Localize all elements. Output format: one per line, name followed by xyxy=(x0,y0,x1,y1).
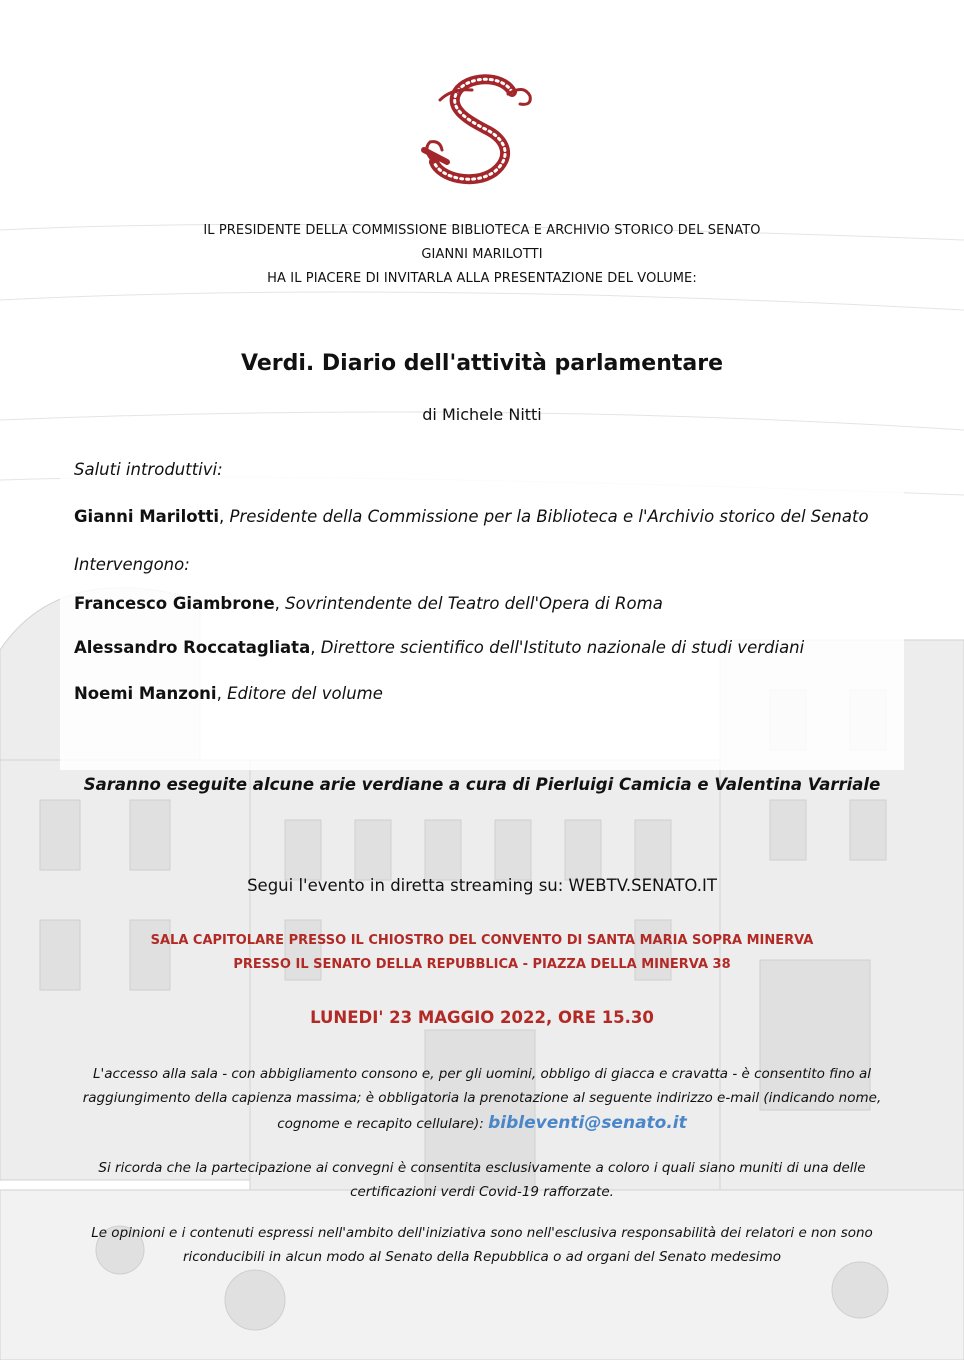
access-line-3-text: cognome e recapito cellulare): xyxy=(277,1116,484,1132)
header-line-president: IL PRESIDENTE DELLA COMMISSIONE BIBLIOTECA E ARCHIVIO STORICO DEL SENATO xyxy=(203,223,761,238)
speaker-name: Francesco Giambrone xyxy=(74,594,275,613)
book-author: di Michele Nitti xyxy=(422,405,542,424)
music-note: Saranno eseguite alcune arie verdiane a cura di Pierluigi Camicia e Valentina Varriale xyxy=(83,775,881,794)
disclaimer-line-1: Le opinioni e i contenuti espressi nell'ambito dell'iniziativa sono nell'esclusiva responsabilità dei relatori e non sono xyxy=(91,1225,873,1241)
header-line-name: GIANNI MARILOTTI xyxy=(421,247,543,262)
speaker-role: Sovrintendente del Teatro dell'Opera di Roma xyxy=(285,594,663,613)
covid-line-2: certificazioni verdi Covid-19 rafforzate. xyxy=(350,1184,614,1200)
access-line-2: raggiungimento della capienza massima; è obbligatoria la prenotazione al seguente indirizzo e-mail (indicando nome, xyxy=(82,1090,882,1106)
speaker-role: Editore del volume xyxy=(227,684,383,703)
streaming-info: Segui l'evento in diretta streaming su: WEBTV.SENATO.IT xyxy=(247,876,717,895)
speakers-label: Intervengono: xyxy=(74,555,190,574)
speaker-role: Direttore scientifico dell'Istituto nazionale di studi verdiani xyxy=(320,638,805,657)
speaker-item: Francesco Giambrone, Sovrintendente del Teatro dell'Opera di Roma xyxy=(74,594,663,613)
speaker-name: Gianni Marilotti xyxy=(74,507,219,526)
venue-line-2: PRESSO IL SENATO DELLA REPUBBLICA - PIAZZA DELLA MINERVA 38 xyxy=(233,957,731,972)
venue-line-1: SALA CAPITOLARE PRESSO IL CHIOSTRO DEL CONVENTO DI SANTA MARIA SOPRA MINERVA xyxy=(150,933,814,948)
speaker-name: Noemi Manzoni xyxy=(74,684,217,703)
header-line-invitation: HA IL PIACERE DI INVITARLA ALLA PRESENTAZIONE DEL VOLUME: xyxy=(267,271,697,286)
book-title: Verdi. Diario dell'attività parlamentare xyxy=(241,351,723,376)
covid-line-1: Si ricorda che la partecipazione ai convegni è consentita esclusivamente a coloro i quali siano muniti di una delle xyxy=(98,1160,866,1176)
speaker-role: Presidente della Commissione per la Biblioteca e l'Archivio storico del Senato xyxy=(229,507,869,526)
disclaimer-line-2: riconducibili in alcun modo al Senato della Repubblica o ad organi del Senato medesimo xyxy=(182,1249,782,1265)
greetings-speaker: Gianni Marilotti, Presidente della Commissione per la Biblioteca e l'Archivio storico del Senato xyxy=(74,507,869,526)
email-link[interactable]: bibleventi@senato.it xyxy=(488,1113,687,1133)
greetings-label: Saluti introduttivi: xyxy=(74,460,223,479)
speaker-item: Alessandro Roccatagliata, Direttore scientifico dell'Istituto nazionale di studi verdiani xyxy=(74,638,805,657)
speaker-item: Noemi Manzoni, Editore del volume xyxy=(74,684,383,703)
event-date: LUNEDI' 23 MAGGIO 2022, ORE 15.30 xyxy=(310,1008,654,1027)
access-line-1: L'accesso alla sala - con abbigliamento consono e, per gli uomini, obbligo di giacca e cravatta - è consentito fino al xyxy=(92,1066,872,1082)
speaker-name: Alessandro Roccatagliata xyxy=(74,638,311,657)
senate-s-monogram-icon xyxy=(412,70,552,190)
access-line-3 xyxy=(0,1111,964,1136)
